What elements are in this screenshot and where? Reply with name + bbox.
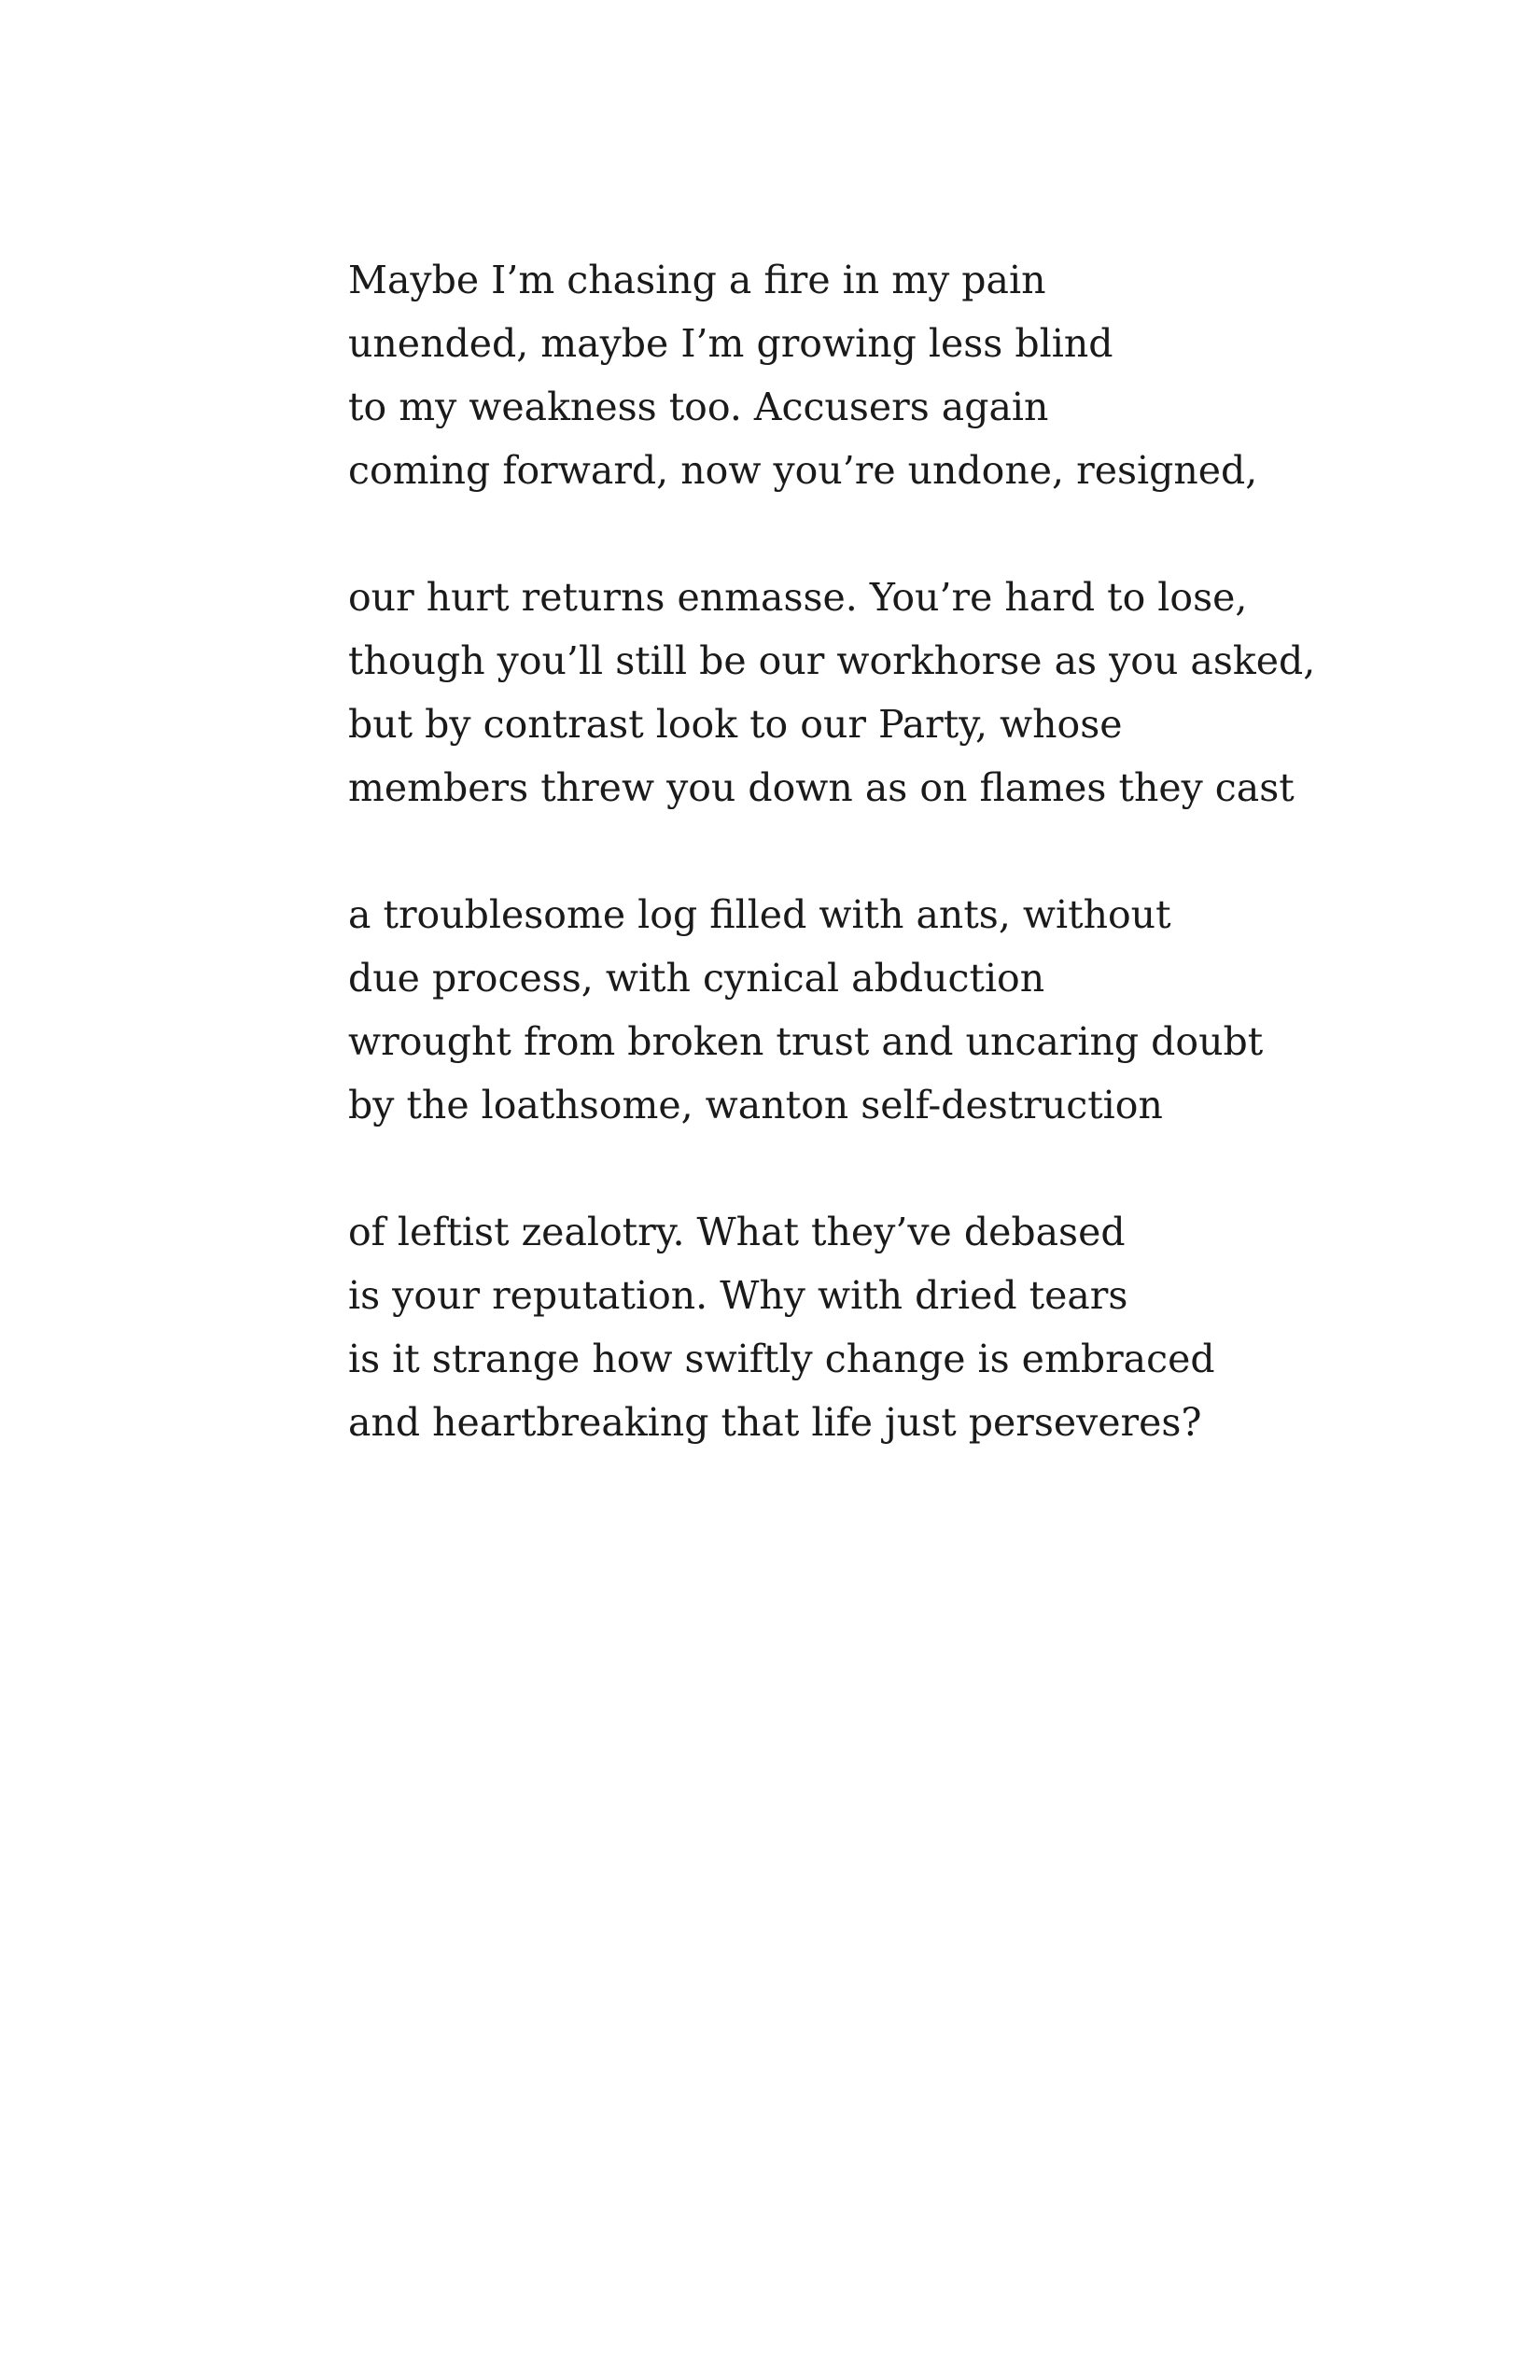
poem-line: by the loathsome, wanton self-destruction bbox=[348, 1083, 1163, 1127]
stanza-4 bbox=[348, 1200, 1375, 1454]
poem-body bbox=[348, 248, 1375, 1518]
poem-line: is your reputation. Why with dried tears bbox=[348, 1273, 1128, 1318]
poem-line: and heartbreaking that life just perseveres? bbox=[348, 1400, 1202, 1445]
poem-line: coming forward, now you’re undone, resigned, bbox=[348, 448, 1258, 493]
poem-line: a troublesome log filled with ants, without bbox=[348, 892, 1171, 937]
poem-line: of leftist zealotry. What they’ve debased bbox=[348, 1210, 1126, 1254]
poem-line: but by contrast look to our Party, whose bbox=[348, 702, 1123, 747]
stanza-1 bbox=[348, 248, 1375, 502]
stanza-2 bbox=[348, 566, 1375, 819]
poem-line: though you’ll still be our workhorse as you asked, bbox=[348, 638, 1316, 683]
poem-line: our hurt returns enmasse. You’re hard to lose, bbox=[348, 575, 1248, 620]
poem-line: due process, with cynical abduction bbox=[348, 956, 1045, 1001]
poem-line: wrought from broken trust and uncaring doubt bbox=[348, 1019, 1264, 1064]
stanza-3 bbox=[348, 883, 1375, 1137]
poem-line: members threw you down as on flames they cast bbox=[348, 765, 1295, 810]
poem-line: unended, maybe I’m growing less blind bbox=[348, 321, 1113, 366]
poem-line: to my weakness too. Accusers again bbox=[348, 385, 1049, 429]
poem-line: is it strange how swiftly change is embraced bbox=[348, 1337, 1215, 1381]
poem-line: Maybe I’m chasing a fire in my pain bbox=[348, 258, 1046, 302]
